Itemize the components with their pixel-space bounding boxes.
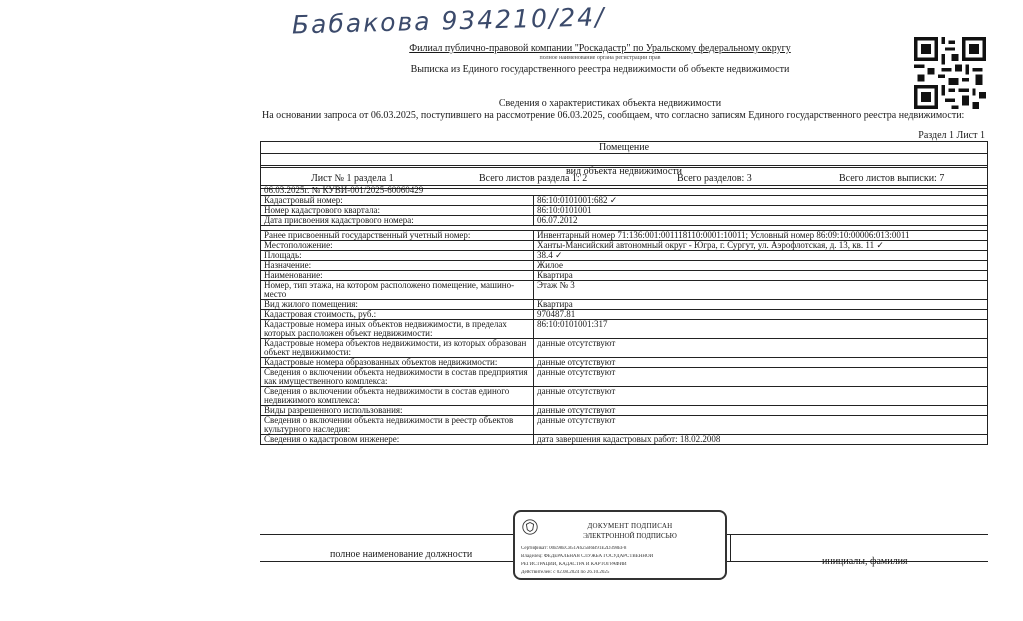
row-value: 06.07.2012: [534, 216, 988, 226]
row-label: Сведения о включении объекта недвижимости в реестр объектов культурного наследия:: [261, 416, 534, 435]
object-type-caption-row: [261, 154, 987, 177]
row-value: данные отсутствуют: [534, 406, 988, 416]
table-row: [261, 206, 988, 216]
row-label: Дата присвоения кадастрового номера:: [261, 216, 534, 226]
table-row: [261, 387, 988, 406]
table-row: [261, 271, 988, 281]
table-row: [261, 435, 988, 445]
digital-signature-stamp: [513, 510, 727, 580]
object-type-caption: вид объекта недвижимости: [261, 165, 987, 177]
row-value: дата завершения кадастровых работ: 18.02.2008: [534, 435, 988, 445]
row-value: данные отсутствуют: [534, 368, 988, 387]
request-id: 06.03.2025г. № КУВИ-001/2025-60060429: [261, 186, 988, 196]
row-label: Вид жилого помещения:: [261, 300, 534, 310]
authority-name: Филиал публично-правовой компании "Роскадастр" по Уральскому федеральному округу: [409, 43, 791, 54]
position-caption: полное наименование должности: [330, 549, 473, 560]
stamp-owner: Владелец: ФЕДЕРАЛЬНАЯ СЛУЖБА ГОСУДАРСТВЕННОЙ: [521, 554, 654, 559]
signature-divider: [730, 535, 731, 562]
section-label: Раздел 1 Лист 1: [918, 130, 985, 141]
table-row: [261, 368, 988, 387]
row-value: данные отсутствуют: [534, 416, 988, 435]
row-value: Квартира: [534, 300, 988, 310]
row-label: Назначение:: [261, 261, 534, 271]
row-label: Сведения о включении объекта недвижимости в состав единого недвижимого комплекса:: [261, 387, 534, 406]
stamp-valid: Действителен: с 02.08.2024 по 26.10.2025: [521, 570, 610, 575]
checkmark-icon: ✓: [555, 250, 563, 260]
row-value: 86:10:0101001:317: [534, 320, 988, 339]
table-row: [261, 231, 988, 241]
row-value: данные отсутствуют: [534, 387, 988, 406]
row-value: Инвентарный номер 71:136:001:001118110:0001:10011; Условный номер 86:09:10:00006:013:0011: [534, 231, 988, 241]
row-label: Ранее присвоенный государственный учетный номер:: [261, 231, 534, 241]
row-label: Кадастровый номер:: [261, 196, 534, 206]
row-value: данные отсутствуют: [534, 358, 988, 368]
row-value: 38.4 ✓: [534, 251, 988, 261]
row-value: Квартира: [534, 271, 988, 281]
row-label: Площадь:: [261, 251, 534, 261]
section-title: Сведения о характеристиках объекта недвижимости: [498, 98, 722, 109]
row-value: 86:10:0101001: [534, 206, 988, 216]
table-row: [261, 320, 988, 339]
table-row: [261, 339, 988, 358]
row-label: Сведения о включении объекта недвижимости в состав предприятия как имущественного комплекса:: [261, 368, 534, 387]
row-label: Номер кадастрового квартала:: [261, 206, 534, 216]
stamp-line2: ЭЛЕКТРОННОЙ ПОДПИСЬЮ: [583, 532, 677, 540]
request-basis: На основании запроса от 06.03.2025, поступившего на рассмотрение 06.03.2025, сообщаем, что согласно записям Единого государственного реестра недвижимости:: [262, 110, 965, 121]
table-row: [261, 406, 988, 416]
emblem-icon: [521, 518, 539, 536]
table-row: [261, 310, 988, 320]
row-label: Номер, тип этажа, на котором расположено помещение, машино-место: [261, 281, 534, 300]
table-row: [261, 251, 988, 261]
object-type: Помещение: [261, 142, 987, 154]
table-row: [261, 300, 988, 310]
row-label: Кадастровая стоимость, руб.:: [261, 310, 534, 320]
row-value: 86:10:0101001:682 ✓: [534, 196, 988, 206]
table-row: [261, 281, 988, 300]
document-name: Выписка из Единого государственного реестра недвижимости об объекте недвижимости: [410, 64, 790, 75]
row-value: 970487.81: [534, 310, 988, 320]
request-id-row: [261, 186, 988, 196]
sections-count: Всего разделов: 3: [677, 173, 752, 184]
row-label: Виды разрешенного использования:: [261, 406, 534, 416]
initials-caption: инициалы, фамилия: [822, 556, 908, 567]
stamp-line1: ДОКУМЕНТ ПОДПИСАН: [587, 522, 673, 530]
qr-code-icon: [914, 37, 986, 109]
table-row: [261, 216, 988, 226]
sheet-number: Лист № 1 раздела 1: [311, 173, 394, 184]
stamp-cert: Сертификат: 00E98EC851A625B6B91E2D398EF8: [521, 546, 627, 551]
sheets-in-section: Всего листов раздела 1: 2: [479, 173, 588, 184]
row-value: Этаж № 3: [534, 281, 988, 300]
handwritten-note: Бабакова 934210/24/: [291, 2, 606, 40]
row-label: Сведения о кадастровом инженере:: [261, 435, 534, 445]
checkmark-icon: ✓: [609, 195, 618, 205]
row-label: Кадастровые номера образованных объектов недвижимости:: [261, 358, 534, 368]
row-value: Жилое: [534, 261, 988, 271]
row-label: Кадастровые номера объектов недвижимости, из которых образован объект недвижимости:: [261, 339, 534, 358]
row-label: Кадастровые номера иных объектов недвижимости, в пределах которых расположен объект недвижимости:: [261, 320, 534, 339]
total-sheets: Всего листов выписки: 7: [839, 173, 945, 184]
characteristics-table: [260, 185, 988, 445]
stamp-owner2: РЕГИСТРАЦИИ, КАДАСТРА И КАРТОГРАФИИ: [521, 562, 627, 567]
object-header-frame: [260, 141, 988, 189]
checkmark-icon: ✓: [876, 240, 884, 250]
row-value: Ханты-Мансийский автономный округ - Югра, г. Сургут, ул. Аэрофлотская, д. 13, кв. 11 ✓: [534, 241, 988, 251]
row-label: Наименование:: [261, 271, 534, 281]
table-row: [261, 261, 988, 271]
table-row: [261, 241, 988, 251]
table-row: [261, 358, 988, 368]
row-value: данные отсутствуют: [534, 339, 988, 358]
table-row: [261, 196, 988, 206]
table-row: [261, 416, 988, 435]
row-label: Местоположение:: [261, 241, 534, 251]
authority-caption: полное наименование органа регистрации прав: [539, 55, 661, 61]
